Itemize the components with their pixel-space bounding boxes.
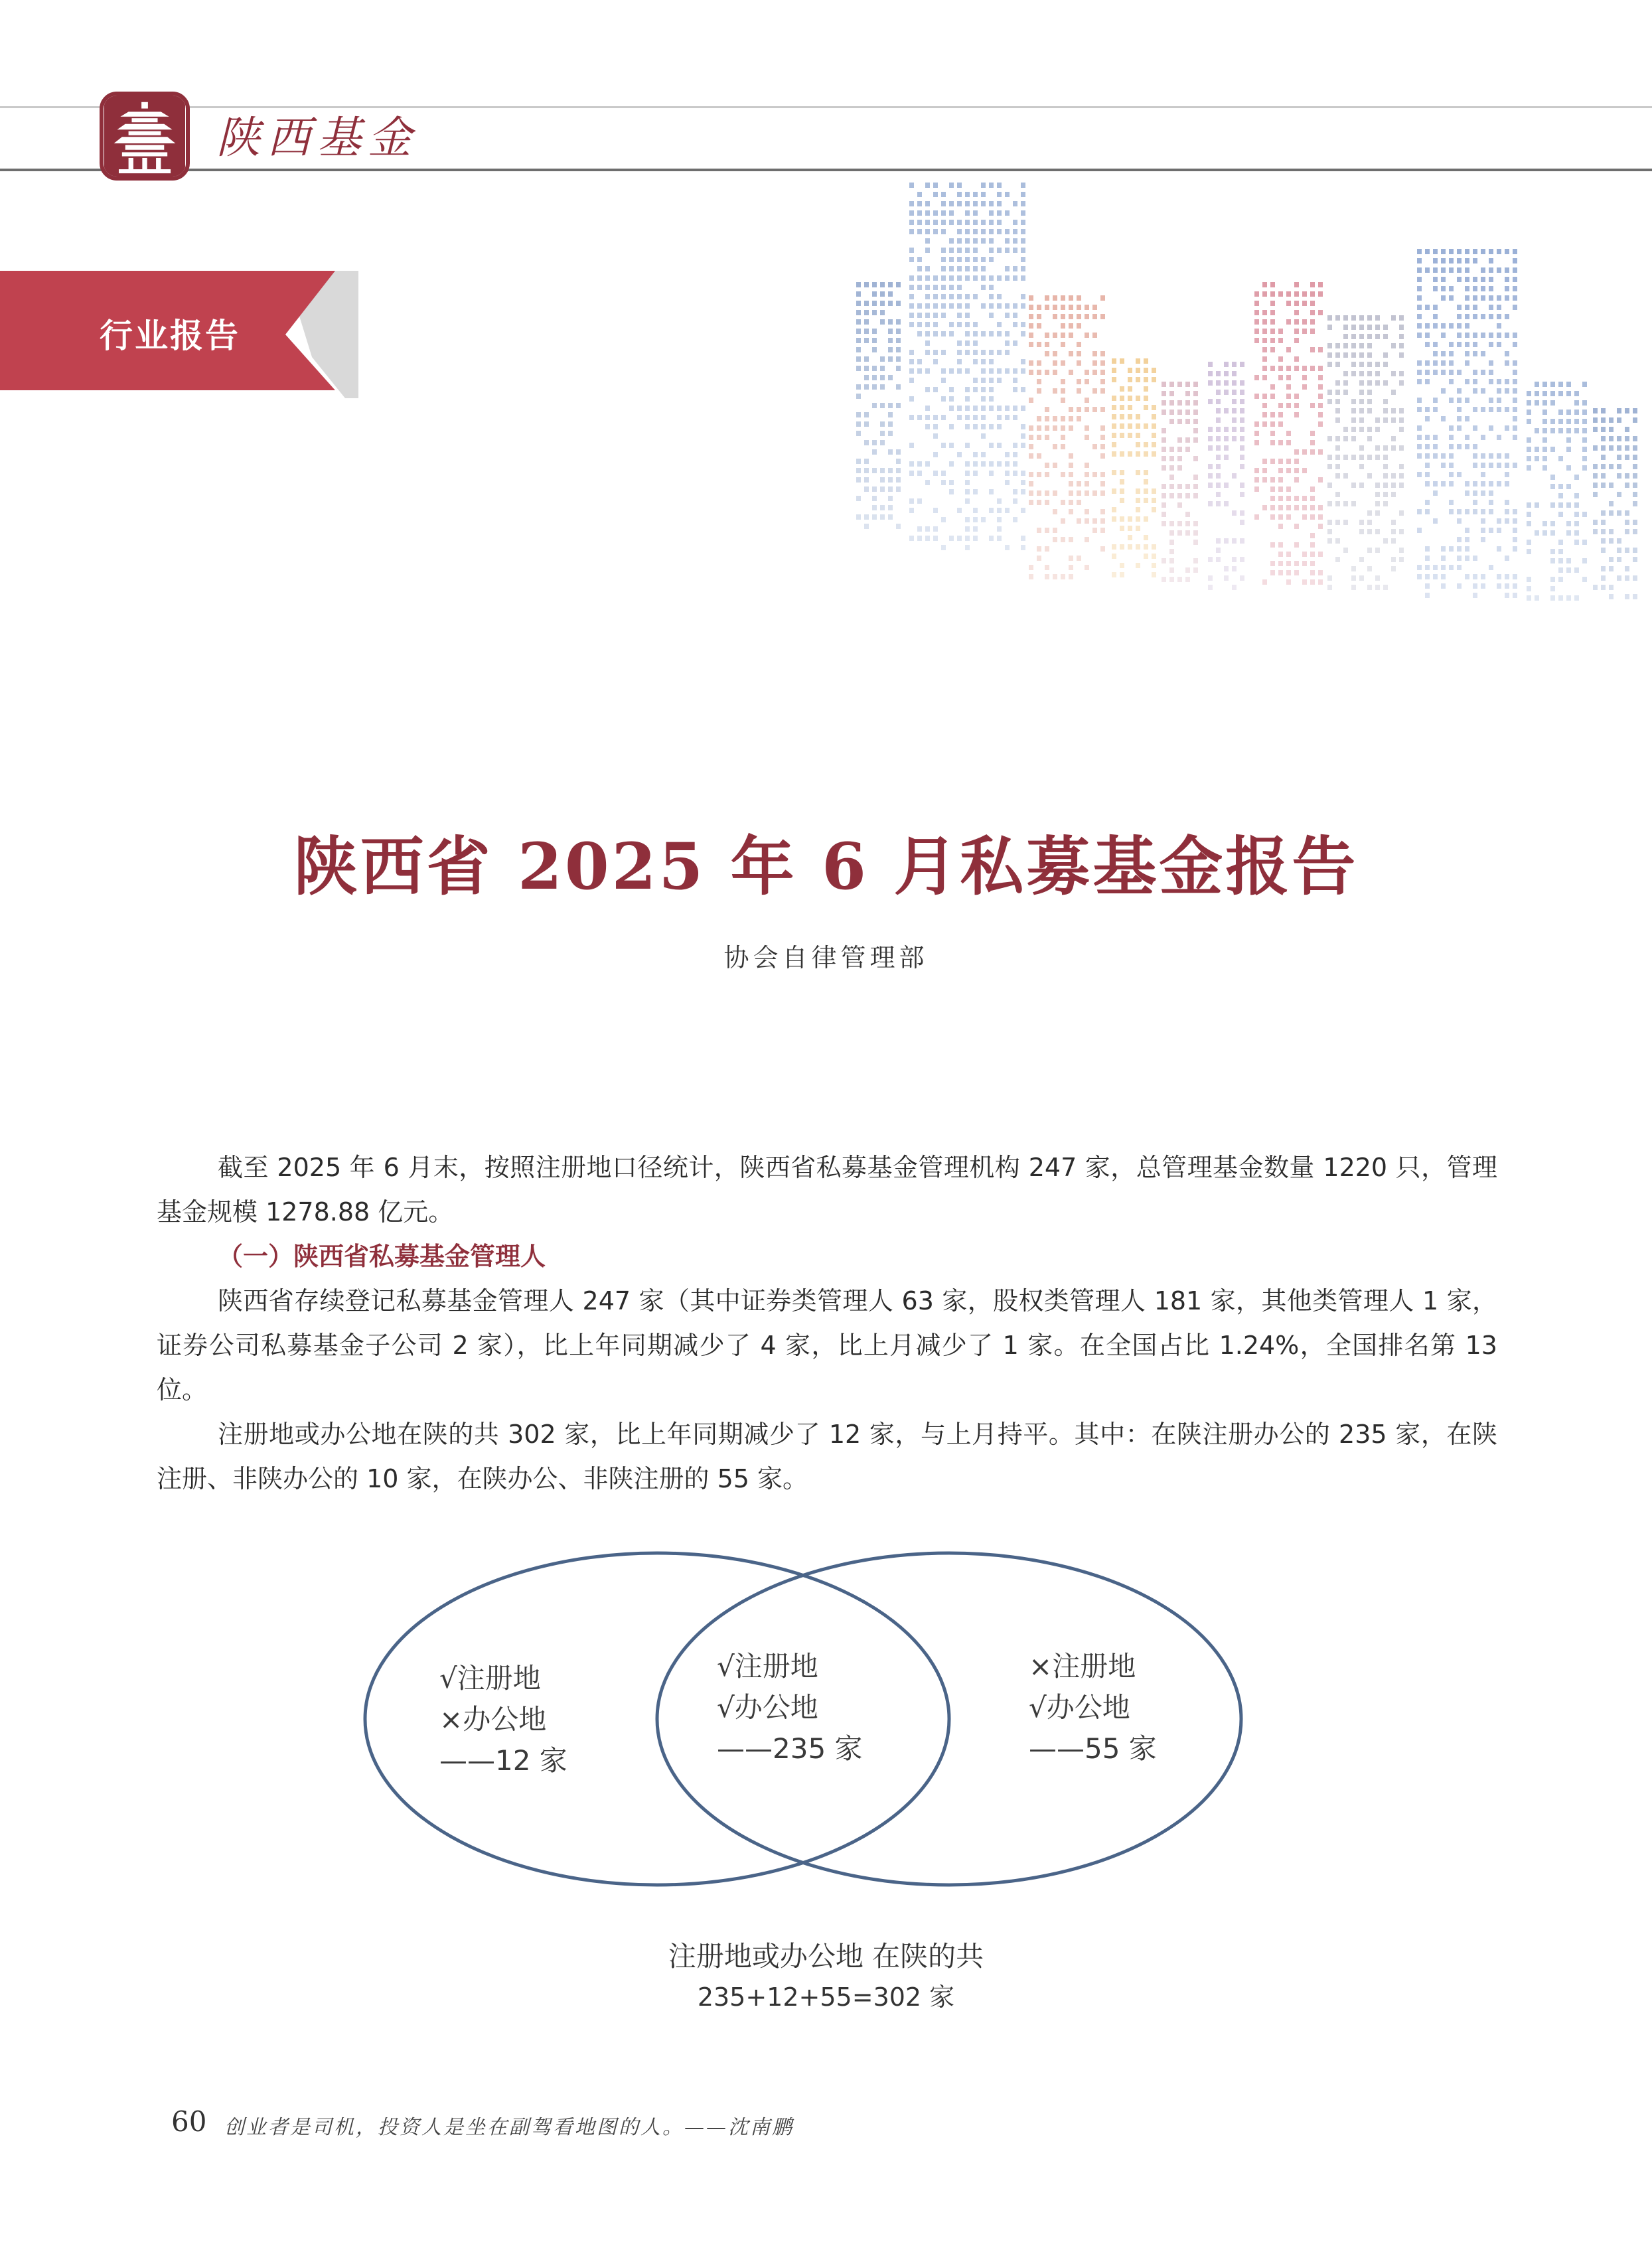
- building-decoration: [1208, 362, 1244, 590]
- building-decoration: [1593, 408, 1637, 599]
- paragraph-intro: 截至 2025 年 6 月末，按照注册地口径统计，陕西省私募基金管理机构 247 家，总管理基金数量 1220 只，管理基金规模 1278.88 亿元。: [157, 1153, 1497, 1227]
- building-decoration: [856, 282, 901, 529]
- paragraph-location: 注册地或办公地在陕的共 302 家，比上年同期减少了 12 家，与上月持平。其中：在陕注册办公的 235 家，在陕注册、非陕办公的 10 家，在陕办公、非陕注册的 55 家。: [157, 1420, 1497, 1493]
- article-body: [157, 1146, 1497, 1501]
- article-title: 陕西省 2025 年 6 月私募基金报告: [293, 829, 1359, 904]
- page-number: 60: [171, 2105, 207, 2138]
- paragraph-managers: 陕西省存续登记私募基金管理人 247 家（其中证券类管理人 63 家，股权类管理人 181 家，其他类管理人 1 家，证券公司私募基金子公司 2 家），比上年同期减少了 4 家，比上月减少了 1 家。在全国占比 1.24%，全国排名第 13 位。: [157, 1286, 1497, 1404]
- venn-center-label: √注册地 √办公地 ——235 家: [717, 1650, 863, 1765]
- article-author: 协会自律管理部: [723, 943, 929, 972]
- section-tag-label: 行业报告: [100, 317, 240, 355]
- building-decoration: [1112, 358, 1156, 577]
- building-decoration: [1254, 282, 1323, 585]
- building-decoration: [1327, 315, 1404, 590]
- building-decoration: [1527, 382, 1587, 601]
- building-decoration: [1417, 249, 1517, 598]
- pagoda-seal-icon: [100, 92, 190, 181]
- header-rule-top: [0, 106, 1652, 108]
- venn-left-label: √注册地 ×办公地 ——12 家: [439, 1662, 567, 1777]
- venn-right-label: ×注册地 √办公地 ——55 家: [1029, 1650, 1157, 1765]
- building-decoration: [1162, 382, 1198, 582]
- city-skyline-illustration: [850, 169, 1652, 660]
- building-decoration: [1029, 295, 1105, 579]
- section-heading: （一）陕西省私募基金管理人: [218, 1242, 546, 1271]
- footer-quote: 创业者是司机，投资人是坐在副驾看地图的人。——沈南鹏: [224, 2116, 794, 2139]
- venn-diagram: [345, 1540, 1308, 1898]
- building-decoration: [909, 183, 1025, 550]
- venn-caption-total: 235+12+55=302 家: [697, 1982, 955, 2012]
- venn-caption: 注册地或办公地 在陕的共: [668, 1940, 984, 1973]
- brand-name: 陕西基金: [211, 112, 433, 165]
